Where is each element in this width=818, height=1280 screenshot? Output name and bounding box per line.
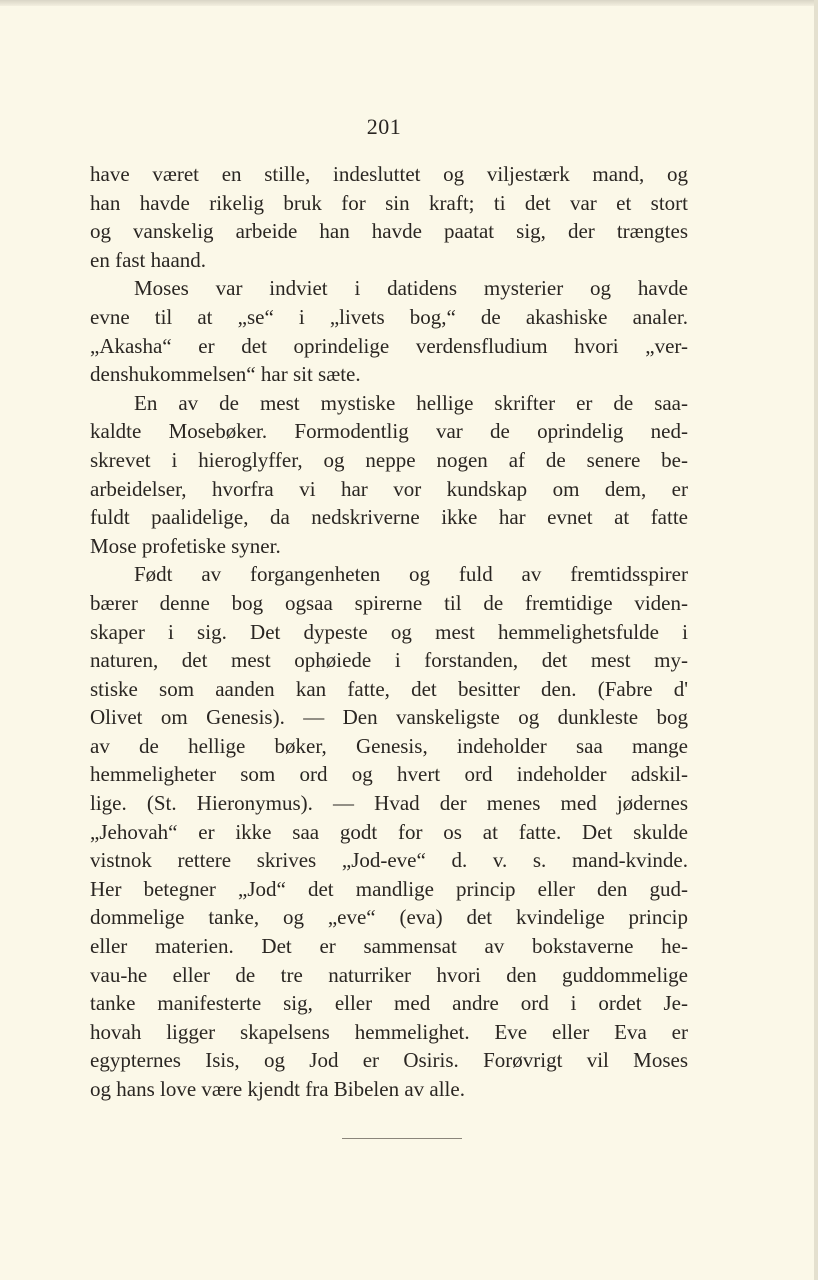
text-line: „Jehovah“ er ikke saa godt for os at fatte. Det skulde [90,819,688,844]
text-line: fuldt paalidelige, da nedskriverne ikke har evnet at fatte [90,505,688,530]
text-line: Født av forgangenheten og fuld av fremtidsspirer [134,562,688,587]
text-line: „Akasha“ er det oprindelige verdensfludium hvori „ver- [90,333,688,358]
text-line: skrevet i hieroglyffer, og neppe nogen af de senere be- [90,447,688,472]
text-line: kaldte Mosebøker. Formodentlig var de oprindelig ned- [90,419,688,444]
text-line: og vanskelig arbeide han havde paatat sig, der trængtes [90,219,688,244]
text-line: denshukommelsen“ har sit sæte. [90,362,361,387]
text-line: Mose profetiske syner. [90,533,281,558]
text-line: vistnok rettere skrives „Jod-eve“ d. v. s. mand-kvinde. [90,848,688,873]
text-line: en fast haand. [90,247,207,272]
text-line: hemmeligheter som ord og hvert ord indeholder adskil- [90,762,688,787]
text-line: egypternes Isis, og Jod er Osiris. Forøvrigt vil Moses [90,1048,688,1073]
section-divider [342,1138,462,1139]
text-line: Moses var indviet i datidens mysterier og havde [134,276,688,301]
text-line: av de hellige bøker, Genesis, indeholder saa mange [90,733,688,758]
page-top-edge [0,0,818,6]
text-line: han havde rikelig bruk for sin kraft; ti det var et stort [90,190,688,215]
text-line: vau-he eller de tre naturriker hvori den guddommelige [90,962,688,987]
text-line: stiske som aanden kan fatte, det besitter den. (Fabre d' [90,676,688,701]
text-line: bærer denne bog ogsaa spirerne til de fremtidige viden- [90,590,688,615]
page-number: 201 [366,114,402,139]
text-line: evne til at „se“ i „livets bog,“ de akashiske analer. [90,304,688,329]
text-line: dommelige tanke, og „eve“ (eva) det kvindelige princip [90,905,688,930]
text-line: Her betegner „Jod“ det mandlige princip eller den gud- [90,876,688,901]
text-line: hovah ligger skapelsens hemmelighet. Eve eller Eva er [90,1019,688,1044]
text-line: lige. (St. Hieronymus). — Hvad der menes med jødernes [90,791,688,816]
body-text [90,160,688,1104]
text-line: skaper i sig. Det dypeste og mest hemmelighetsfulde i [90,619,688,644]
text-line: arbeidelser, hvorfra vi har vor kundskap om dem, er [90,476,688,501]
text-line: En av de mest mystiske hellige skrifter er de saa- [134,390,688,415]
text-line: naturen, det mest ophøiede i forstanden, det mest my- [90,648,688,673]
text-line: have været en stille, indesluttet og viljestærk mand, og [90,162,688,186]
text-line: tanke manifesterte sig, eller med andre ord i ordet Je- [90,991,688,1016]
text-line: Olivet om Genesis). — Den vanskeligste og dunkleste bog [90,705,688,730]
page-right-edge [814,0,818,1280]
text-line: og hans love være kjendt fra Bibelen av alle. [90,1077,465,1101]
text-line: eller materien. Det er sammensat av bokstaverne he- [90,934,688,959]
